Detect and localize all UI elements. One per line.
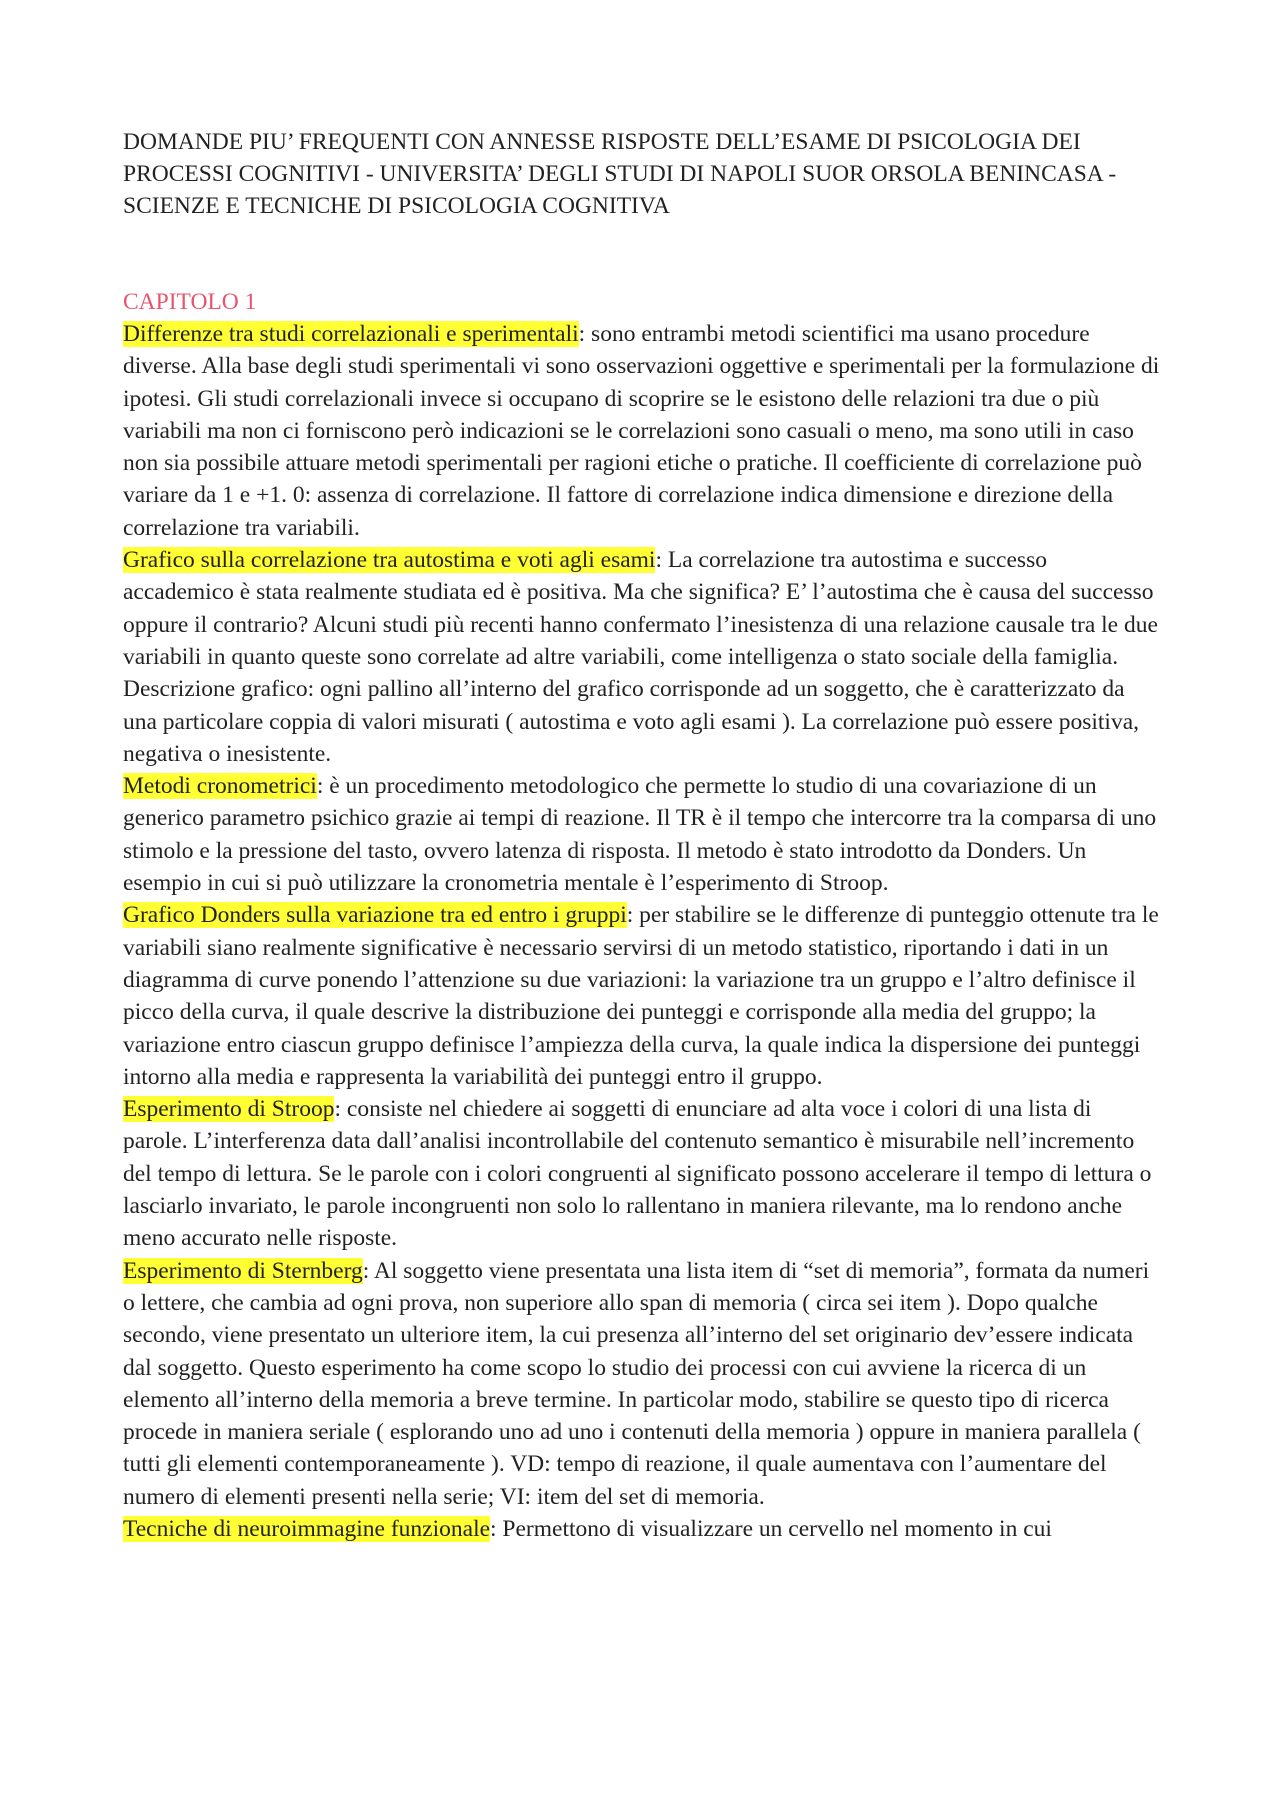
paragraph-text: : per stabilire se le differenze di punteggio ottenute tra le variabili siano realmente significative è necessario servirsi di un metodo statistico, riportando i dati in un diagramma di curve ponendo l’attenzione su due variazioni: la variazione tra un gruppo e l’altro definisce il picco della curva, il quale descrive la distribuzione dei punteggi e corrisponde alla media del gruppo; la variazione entro ciascun gruppo definisce l’ampiezza della curva, la quale indica la dispersione dei punteggi intorno alla media e rappresenta la variabilità dei punteggi entro il gruppo. [123,902,1159,1090]
document-title: DOMANDE PIU’ FREQUENTI CON ANNESSE RISPOSTE DELL’ESAME DI PSICOLOGIA DEI PROCESSI COGNITIVI - UNIVERSITA’ DEGLI STUDI DI NAPOLI SUOR ORSOLA BENINCASA - SCIENZE E TECNICHE DI PSICOLOGIA COGNITIVA [123,129,1117,219]
highlighted-term: Grafico Donders sulla variazione tra ed entro i gruppi [123,902,627,929]
paragraph-stroop-experiment [123,1093,1160,1254]
highlighted-term: Esperimento di Stroop [123,1096,335,1123]
paragraph-self-esteem-graph [123,544,1160,673]
document-body [123,318,1160,1545]
highlighted-term: Metodi cronometrici [123,773,317,800]
highlighted-term: Tecniche di neuroimmagine funzionale [123,1515,491,1542]
paragraph-chronometric-methods [123,770,1160,899]
paragraph-donders-graph [123,899,1160,1093]
paragraph-text: : Permettono di visualizzare un cervello nel momento in cui [490,1515,1052,1542]
paragraph-text: : sono entrambi metodi scientifici ma usano procedure diverse. Alla base degli studi sperimentali vi sono osservazioni oggettive e sperimentali per la formulazione di ipotesi. Gli studi correlazionali invece si occupano di scoprire se le esistono delle relazioni tra due o più variabili ma non ci forniscono però indicazioni se le correlazioni sono casuali o meno, ma sono utili in caso non sia possibile attuare metodi sperimentali per ragioni etiche o pratiche. Il coefficiente di correlazione può variare da 1 e +1. 0: assenza di correlazione. Il fattore di correlazione indica dimensione e direzione della correlazione tra variabili. [123,321,1160,541]
paragraph-neuroimaging [123,1513,1160,1545]
paragraph-text: : La correlazione tra autostima e successo accademico è stata realmente studiata ed è positiva. Ma che significa? E’ l’autostima che è causa del successo oppure il contrario? Alcuni studi più recenti hanno confermato l’inesistenza di una relazione causale tra le due variabili in quanto queste sono correlate ad altre variabili, come intelligenza o stato sociale della famiglia. [123,547,1158,670]
paragraph-text: : è un procedimento metodologico che permette lo studio di una covariazione di un generico parametro psichico grazie ai tempi di reazione. Il TR è il tempo che intercorre tra la comparsa di uno stimolo e la pressione del tasto, ovvero latenza di risposta. Il metodo è stato introdotto da Donders. Un esempio in cui si può utilizzare la cronometria mentale è l’esperimento di Stroop. [123,773,1157,897]
highlighted-term: Esperimento di Sternberg [123,1257,363,1284]
chapter-heading: CAPITOLO 1 [123,289,257,315]
paragraph-graph-description [123,673,1160,770]
paragraph-text: : Al soggetto viene presentata una lista item di “set di memoria”, formata da numeri o lettere, che cambia ad ogni prova, non superiore allo span di memoria ( circa sei item ). Dopo qualche secondo, viene presentato un ulteriore item, la cui presenza all’interno del set originario dev’essere indicata dal soggetto. Questo esperimento ha come scopo lo studio dei processi con cui avviene la ricerca di un elemento all’interno della memoria a breve termine. In particolar modo, stabilire se questo tipo di ricerca procede in maniera seriale ( esplorando uno ad uno i contenuti della memoria ) oppure in maniera parallela ( tutti gli elementi contemporaneamente ). VD: tempo di reazione, il quale aumentava con l’aumentare del numero di elementi presenti nella serie; VI: item del set di memoria. [123,1257,1150,1510]
paragraph-text: Descrizione grafico: ogni pallino all’interno del grafico corrisponde ad un soggetto, che è caratterizzato da una particolare coppia di valori misurati ( autostima e voto agli esami ). La correlazione può essere positiva, negativa o inesistente. [123,676,1140,767]
highlighted-term: Differenze tra studi correlazionali e sperimentali [123,321,579,347]
paragraph-correlational-vs-experimental [123,318,1160,544]
paragraph-sternberg-experiment [123,1255,1160,1513]
paragraph-text: : consiste nel chiedere ai soggetti di enunciare ad alta voce i colori di una lista di parole. L’interferenza data dall’analisi incontrollabile del contenuto semantico è misurabile nell’incremento del tempo di lettura. Se le parole con i colori congruenti al significato possono accelerare il tempo di lettura o lasciarlo invariato, le parole incongruenti non solo lo rallentano in maniera rilevante, ma lo rendono anche meno accurato nelle risposte. [123,1096,1152,1252]
highlighted-term: Grafico sulla correlazione tra autostima e voti agli esami [123,547,656,574]
